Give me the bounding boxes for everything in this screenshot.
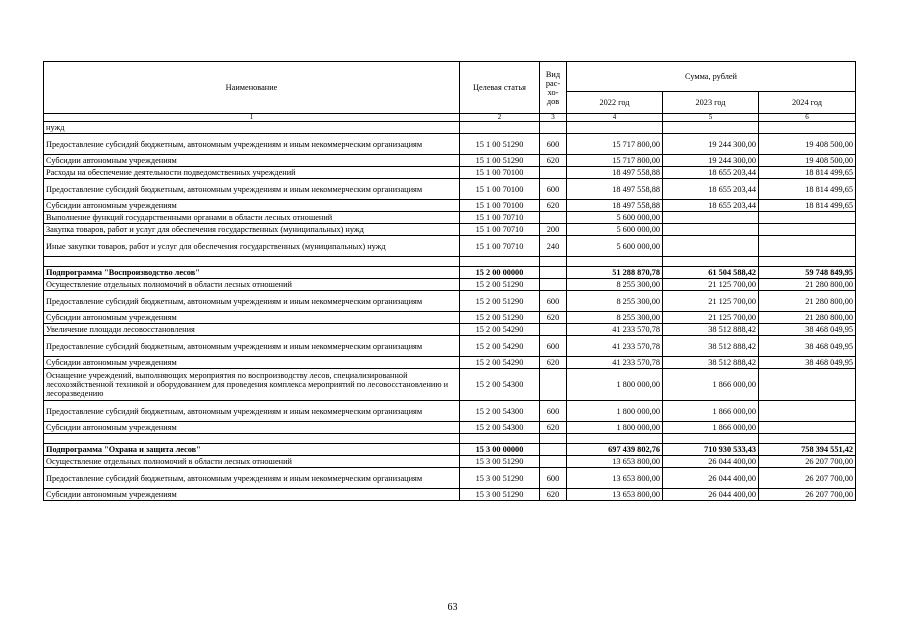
row-vid	[540, 369, 567, 401]
row-2024: 19 408 500,00	[759, 155, 856, 167]
row-2023: 19 244 300,00	[663, 155, 759, 167]
table-row	[44, 224, 856, 236]
header-name: Наименование	[44, 62, 460, 114]
row-2023: 26 044 400,00	[663, 456, 759, 468]
row-2024: 38 468 049,95	[759, 324, 856, 336]
table-row	[44, 489, 856, 501]
row-code: 15 2 00 54300	[460, 401, 540, 422]
row-2022: 8 255 300,00	[567, 291, 663, 312]
row-code: 15 3 00 51290	[460, 468, 540, 489]
row-name: Субсидии автономным учреждениям	[44, 200, 460, 212]
row-code: 15 1 00 70100	[460, 167, 540, 179]
row-name: Закупка товаров, работ и услуг для обеспечения государственных (муниципальных) нужд	[44, 224, 460, 236]
row-2022: 697 439 802,76	[567, 444, 663, 456]
row-2022: 41 233 570,78	[567, 336, 663, 357]
row-vid: 600	[540, 134, 567, 155]
row-code: 15 2 00 54290	[460, 324, 540, 336]
row-2023: 26 044 400,00	[663, 489, 759, 501]
row-code: 15 3 00 51290	[460, 489, 540, 501]
row-2022: 5 600 000,00	[567, 236, 663, 257]
col-index: 5	[663, 114, 759, 122]
table-row	[44, 291, 856, 312]
row-2023: 1 866 000,00	[663, 369, 759, 401]
row-2023	[663, 122, 759, 134]
row-name: нужд	[44, 122, 460, 134]
row-2024	[759, 401, 856, 422]
row-vid	[540, 267, 567, 279]
row-2024: 758 394 551,42	[759, 444, 856, 456]
row-code: 15 2 00 00000	[460, 267, 540, 279]
row-vid: 620	[540, 489, 567, 501]
row-vid	[540, 212, 567, 224]
row-2024	[759, 122, 856, 134]
page-number: 63	[447, 602, 458, 613]
row-vid: 600	[540, 336, 567, 357]
spacer-row	[44, 434, 856, 444]
row-2023: 18 655 203,44	[663, 167, 759, 179]
row-code: 15 2 00 54300	[460, 422, 540, 434]
row-2024: 19 408 500,00	[759, 134, 856, 155]
row-2022: 18 497 558,88	[567, 167, 663, 179]
row-name: Иные закупки товаров, работ и услуг для обеспечения государственных (муниципальных) нужд	[44, 236, 460, 257]
table-row	[44, 422, 856, 434]
row-2022: 1 800 000,00	[567, 369, 663, 401]
row-2024: 26 207 700,00	[759, 468, 856, 489]
row-vid: 600	[540, 179, 567, 200]
row-vid: 200	[540, 224, 567, 236]
row-code: 15 2 00 51290	[460, 312, 540, 324]
header-vid: Вид рас-хо-дов	[540, 62, 567, 114]
row-name: Подпрограмма "Воспроизводство лесов"	[44, 267, 460, 279]
row-name: Подпрограмма "Охрана и защита лесов"	[44, 444, 460, 456]
row-code	[460, 122, 540, 134]
row-vid: 600	[540, 468, 567, 489]
row-2024: 26 207 700,00	[759, 456, 856, 468]
row-name: Предоставление субсидий бюджетным, автономным учреждениям и иным некоммерческим организациям	[44, 179, 460, 200]
table-row	[44, 312, 856, 324]
budget-table	[43, 61, 856, 501]
row-2023	[663, 212, 759, 224]
header-2023: 2023 год	[663, 92, 759, 114]
header-sum: Сумма, рублей	[567, 62, 856, 92]
row-vid: 620	[540, 155, 567, 167]
row-2022: 13 653 800,00	[567, 489, 663, 501]
header-2022: 2022 год	[567, 92, 663, 114]
row-2024: 38 468 049,95	[759, 357, 856, 369]
row-vid: 620	[540, 422, 567, 434]
row-name: Оснащение учреждений, выполняющих мероприятия по воспроизводству лесов, специализированной лесохозяйственной техникой и оборудованием для проведения комплекса мероприятий по лесовосстановлению и лесоразведению	[44, 369, 460, 401]
row-vid	[540, 444, 567, 456]
row-name: Субсидии автономным учреждениям	[44, 357, 460, 369]
row-name: Субсидии автономным учреждениям	[44, 312, 460, 324]
table-row	[44, 212, 856, 224]
row-2022: 41 233 570,78	[567, 357, 663, 369]
row-2022: 8 255 300,00	[567, 312, 663, 324]
row-2023: 21 125 700,00	[663, 279, 759, 291]
row-2022: 51 288 870,78	[567, 267, 663, 279]
row-2022: 18 497 558,88	[567, 200, 663, 212]
header-2024: 2024 год	[759, 92, 856, 114]
table-row	[44, 122, 856, 134]
row-2023: 61 504 588,42	[663, 267, 759, 279]
row-2023: 19 244 300,00	[663, 134, 759, 155]
row-2024: 59 748 849,95	[759, 267, 856, 279]
table-row	[44, 336, 856, 357]
row-name: Увеличение площади лесовосстановления	[44, 324, 460, 336]
row-2023: 38 512 888,42	[663, 336, 759, 357]
row-2022: 18 497 558,88	[567, 179, 663, 200]
row-2023: 38 512 888,42	[663, 357, 759, 369]
row-2023: 710 930 533,43	[663, 444, 759, 456]
row-code: 15 2 00 51290	[460, 291, 540, 312]
col-index: 1	[44, 114, 460, 122]
row-2022: 1 800 000,00	[567, 422, 663, 434]
row-code: 15 2 00 54300	[460, 369, 540, 401]
row-2022: 8 255 300,00	[567, 279, 663, 291]
row-2023: 1 866 000,00	[663, 422, 759, 434]
row-name: Осуществление отдельных полномочий в области лесных отношений	[44, 279, 460, 291]
row-2023: 21 125 700,00	[663, 312, 759, 324]
row-vid: 620	[540, 200, 567, 212]
row-2024	[759, 422, 856, 434]
row-code: 15 3 00 00000	[460, 444, 540, 456]
spacer-row	[44, 257, 856, 267]
col-index: 6	[759, 114, 856, 122]
row-2022: 1 800 000,00	[567, 401, 663, 422]
row-2023: 26 044 400,00	[663, 468, 759, 489]
row-2024	[759, 369, 856, 401]
row-2023: 21 125 700,00	[663, 291, 759, 312]
row-2023	[663, 236, 759, 257]
row-2024: 21 280 800,00	[759, 312, 856, 324]
row-2023: 38 512 888,42	[663, 324, 759, 336]
row-name: Расходы на обеспечение деятельности подведомственных учреждений	[44, 167, 460, 179]
row-code: 15 3 00 51290	[460, 456, 540, 468]
row-2022: 5 600 000,00	[567, 212, 663, 224]
table-row	[44, 456, 856, 468]
col-index: 4	[567, 114, 663, 122]
table-row	[44, 357, 856, 369]
row-name: Выполнение функций государственными органами в области лесных отношений	[44, 212, 460, 224]
table-row	[44, 267, 856, 279]
row-2022	[567, 122, 663, 134]
row-2022: 15 717 800,00	[567, 155, 663, 167]
row-vid	[540, 122, 567, 134]
row-2024: 26 207 700,00	[759, 489, 856, 501]
row-vid	[540, 456, 567, 468]
table-row	[44, 200, 856, 212]
row-name: Осуществление отдельных полномочий в области лесных отношений	[44, 456, 460, 468]
row-2022: 13 653 800,00	[567, 468, 663, 489]
row-2023	[663, 224, 759, 236]
row-code: 15 1 00 70710	[460, 236, 540, 257]
row-2024	[759, 236, 856, 257]
header-target: Целевая статья	[460, 62, 540, 114]
row-code: 15 1 00 70710	[460, 212, 540, 224]
row-2024: 18 814 499,65	[759, 200, 856, 212]
table-row	[44, 369, 856, 401]
row-2023: 18 655 203,44	[663, 200, 759, 212]
table-row	[44, 444, 856, 456]
row-2024	[759, 212, 856, 224]
row-vid: 600	[540, 291, 567, 312]
row-code: 15 2 00 51290	[460, 279, 540, 291]
table-row	[44, 401, 856, 422]
row-2024: 21 280 800,00	[759, 279, 856, 291]
table-row	[44, 324, 856, 336]
row-2022: 13 653 800,00	[567, 456, 663, 468]
row-2024: 18 814 499,65	[759, 179, 856, 200]
row-vid: 620	[540, 357, 567, 369]
row-code: 15 1 00 70100	[460, 200, 540, 212]
row-code: 15 2 00 54290	[460, 357, 540, 369]
row-code: 15 2 00 54290	[460, 336, 540, 357]
row-code: 15 1 00 70710	[460, 224, 540, 236]
row-code: 15 1 00 51290	[460, 134, 540, 155]
row-name: Субсидии автономным учреждениям	[44, 422, 460, 434]
row-name: Предоставление субсидий бюджетным, автономным учреждениям и иным некоммерческим организациям	[44, 134, 460, 155]
row-vid	[540, 167, 567, 179]
row-name: Предоставление субсидий бюджетным, автономным учреждениям и иным некоммерческим организациям	[44, 336, 460, 357]
row-vid: 240	[540, 236, 567, 257]
row-code: 15 1 00 70100	[460, 179, 540, 200]
table-row	[44, 167, 856, 179]
table-row	[44, 468, 856, 489]
table-row	[44, 279, 856, 291]
row-2022: 5 600 000,00	[567, 224, 663, 236]
row-name: Субсидии автономным учреждениям	[44, 155, 460, 167]
row-2024: 18 814 499,65	[759, 167, 856, 179]
row-name: Предоставление субсидий бюджетным, автономным учреждениям и иным некоммерческим организациям	[44, 291, 460, 312]
table-row	[44, 236, 856, 257]
table-row	[44, 179, 856, 200]
row-2022: 15 717 800,00	[567, 134, 663, 155]
table-row	[44, 155, 856, 167]
row-2022: 41 233 570,78	[567, 324, 663, 336]
col-index: 3	[540, 114, 567, 122]
row-vid: 600	[540, 401, 567, 422]
row-name: Предоставление субсидий бюджетным, автономным учреждениям и иным некоммерческим организациям	[44, 401, 460, 422]
row-2024	[759, 224, 856, 236]
row-vid: 620	[540, 312, 567, 324]
row-vid	[540, 279, 567, 291]
col-index: 2	[460, 114, 540, 122]
row-2024: 21 280 800,00	[759, 291, 856, 312]
row-name: Субсидии автономным учреждениям	[44, 489, 460, 501]
table-row	[44, 134, 856, 155]
row-vid	[540, 324, 567, 336]
row-2023: 18 655 203,44	[663, 179, 759, 200]
row-code: 15 1 00 51290	[460, 155, 540, 167]
row-name: Предоставление субсидий бюджетным, автономным учреждениям и иным некоммерческим организациям	[44, 468, 460, 489]
row-2023: 1 866 000,00	[663, 401, 759, 422]
row-2024: 38 468 049,95	[759, 336, 856, 357]
